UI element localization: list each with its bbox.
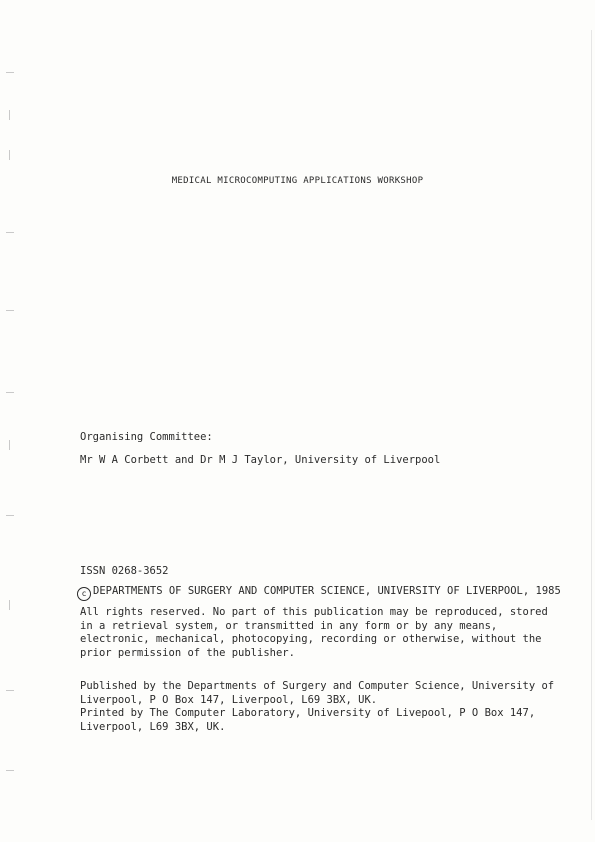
committee-members: Mr W A Corbett and Dr M J Taylor, University of Liverpool — [80, 454, 441, 466]
scan-edge-mark — [9, 600, 10, 610]
copyright-line — [77, 585, 561, 601]
rights-paragraph — [80, 606, 560, 660]
publisher-line: Published by the Departments of Surgery and Computer Science, University of — [80, 680, 555, 692]
publisher-paragraph — [80, 680, 560, 734]
scan-edge-mark — [6, 690, 14, 691]
issn-number: ISSN 0268-3652 — [80, 565, 169, 577]
copyright-symbol-icon: c — [77, 587, 91, 601]
scan-edge-mark — [6, 770, 14, 771]
committee-heading: Organising Committee: — [80, 431, 213, 443]
scan-edge-mark — [6, 72, 14, 73]
publisher-line: Liverpool, P O Box 147, Liverpool, L69 3BX, UK. — [80, 693, 378, 706]
scan-edge-mark — [6, 515, 14, 516]
scan-edge-mark — [9, 150, 10, 160]
page-edge-line — [591, 30, 592, 820]
publisher-line: Liverpool, L69 3BX, UK. — [80, 720, 226, 733]
scan-edge-mark — [6, 232, 14, 233]
rights-line: electronic, mechanical, photocopying, recording or otherwise, without the — [80, 633, 542, 646]
scan-edge-mark — [6, 310, 14, 311]
publisher-line: Printed by The Computer Laboratory, University of Livepool, P O Box 147, — [80, 707, 536, 720]
scan-edge-mark — [9, 110, 10, 120]
rights-line: in a retrieval system, or transmitted in any form or by any means, — [80, 619, 498, 632]
document-title: MEDICAL MICROCOMPUTING APPLICATIONS WORKSHOP — [171, 176, 424, 186]
copyright-text: DEPARTMENTS OF SURGERY AND COMPUTER SCIENCE, UNIVERSITY OF LIVERPOOL, 1985 — [93, 585, 561, 597]
scan-edge-mark — [9, 440, 10, 450]
rights-line: All rights reserved. No part of this publication may be reproduced, stored — [80, 606, 548, 618]
rights-line: prior permission of the publisher. — [80, 646, 295, 659]
scan-edge-mark — [6, 392, 14, 393]
